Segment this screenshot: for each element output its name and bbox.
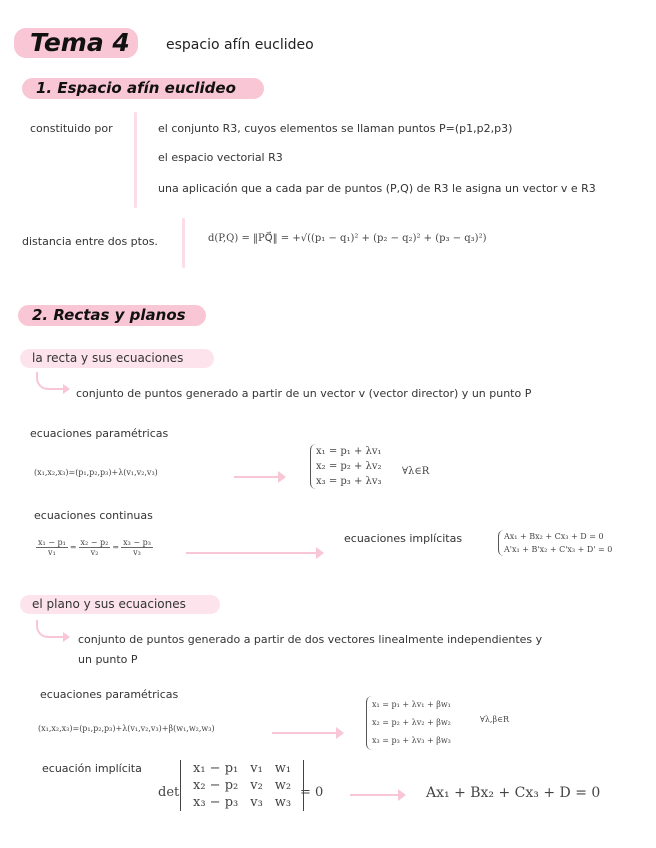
- det-prefix: det: [158, 785, 180, 800]
- fraction-denominator: v₃: [133, 548, 141, 557]
- recta-quantifier: ∀λ∈R: [402, 466, 430, 477]
- matrix-cell: v₃: [250, 795, 263, 810]
- arrow-icon: [272, 732, 338, 734]
- recta-implicit-system: [498, 530, 612, 556]
- section-2-heading: 2. Rectas y planos: [18, 305, 206, 326]
- recta-cont-equation: $\frac{\text{x₁ − p₁}}{\text{v₁}}$ = $\frac{\text{x₂ − p₂}}{\text{v₂}}$ = $\frac{\text{x₃ − p₃}}{\text{v₃}}$: [38, 538, 151, 557]
- page-title: Tema 4: [14, 28, 138, 58]
- recta-param-vector: (x₁,x₂,x₃)=(p₁,p₂,p₃)+λ(v₁,v₂,v₃): [34, 468, 158, 477]
- matrix-cell: w₂: [274, 778, 292, 793]
- recta-param-system: [310, 444, 382, 489]
- divider-bar: [182, 218, 185, 268]
- system-line: x₁ = p₁ + λv₁ + βw₁: [372, 700, 451, 709]
- plano-param-label: ecuaciones paramétricas: [40, 688, 179, 701]
- plano-label: el plano y sus ecuaciones: [20, 595, 220, 614]
- arrow-icon: [36, 620, 64, 638]
- arrow-icon: [350, 794, 400, 796]
- constituido-item-2: el espacio vectorial R3: [158, 151, 283, 164]
- matrix-cell: v₁: [250, 761, 263, 776]
- page-subtitle: espacio afín euclideo: [166, 37, 314, 53]
- system-line: x₂ = p₂ + λv₂ + βw₂: [372, 718, 451, 727]
- fraction-numerator: x₂ − p₂: [80, 538, 109, 547]
- arrow-icon: [36, 372, 64, 390]
- matrix-cell: w₁: [274, 761, 292, 776]
- determinant-matrix: [180, 760, 304, 811]
- distance-label: distancia entre dos ptos.: [22, 235, 158, 248]
- plano-param-system: [366, 696, 451, 750]
- fraction-numerator: x₃ − p₃: [123, 538, 151, 547]
- divider-bar: [134, 112, 137, 208]
- fraction-denominator: v₂: [90, 548, 99, 557]
- constituido-item-3: una aplicación que a cada par de puntos (P,Q) de R3 le asigna un vector v e R3: [158, 182, 596, 195]
- system-line: x₃ = p₃ + λv₃ + βw₃: [372, 736, 451, 745]
- plano-implicit-label: ecuación implícita: [42, 762, 142, 775]
- system-line: x₃ = p₃ + λv₃: [316, 476, 382, 487]
- arrow-icon: [186, 552, 318, 554]
- system-line: Ax₁ + Bx₂ + Cx₃ + D = 0: [504, 532, 604, 541]
- plano-description-2: un punto P: [78, 653, 138, 666]
- distance-formula: d(P,Q) = ‖PQ⃗‖ = +√((p₁ − q₁)² + (p₂ − q₂)² + (p₃ − q₃)²): [208, 233, 487, 244]
- plano-description-1: conjunto de puntos generado a partir de dos vectores linealmente independientes y: [78, 633, 543, 646]
- recta-cont-label: ecuaciones continuas: [34, 509, 153, 522]
- det-suffix: = 0: [300, 785, 324, 800]
- constituido-item-1: el conjunto R3, cuyos elementos se llaman puntos P=(p1,p2,p3): [158, 122, 513, 135]
- plano-param-vector: (x₁,x₂,x₃)=(p₁,p₂,p₃)+λ(v₁,v₂,v₃)+β(w₁,w₂,w₃): [38, 724, 215, 733]
- constituido-label: constituido por: [30, 122, 113, 135]
- plano-quantifier: ∀λ,β∈R: [480, 715, 510, 724]
- matrix-cell: w₃: [274, 795, 292, 810]
- system-line: x₂ = p₂ + λv₂: [316, 461, 382, 472]
- recta-implicit-label: ecuaciones implícitas: [344, 532, 463, 545]
- recta-param-label: ecuaciones paramétricas: [30, 427, 169, 440]
- fraction-denominator: v₁: [48, 548, 56, 557]
- system-line: A'x₁ + B'x₂ + C'x₃ + D' = 0: [504, 545, 613, 554]
- section-1-heading: 1. Espacio afín euclideo: [22, 78, 264, 99]
- matrix-cell: v₂: [250, 778, 263, 793]
- fraction-numerator: x₁ − p₁: [38, 538, 66, 547]
- arrow-icon: [234, 476, 280, 478]
- recta-label: la recta y sus ecuaciones: [20, 349, 214, 368]
- recta-description: conjunto de puntos generado a partir de un vector v (vector director) y un punto P: [76, 387, 532, 400]
- system-line: x₁ = p₁ + λv₁: [316, 446, 382, 457]
- matrix-cell: x₂ − p₂: [193, 778, 239, 793]
- matrix-cell: x₁ − p₁: [193, 761, 239, 776]
- matrix-cell: x₃ − p₃: [193, 795, 239, 810]
- plano-implicit-result: Ax₁ + Bx₂ + Cx₃ + D = 0: [426, 785, 601, 801]
